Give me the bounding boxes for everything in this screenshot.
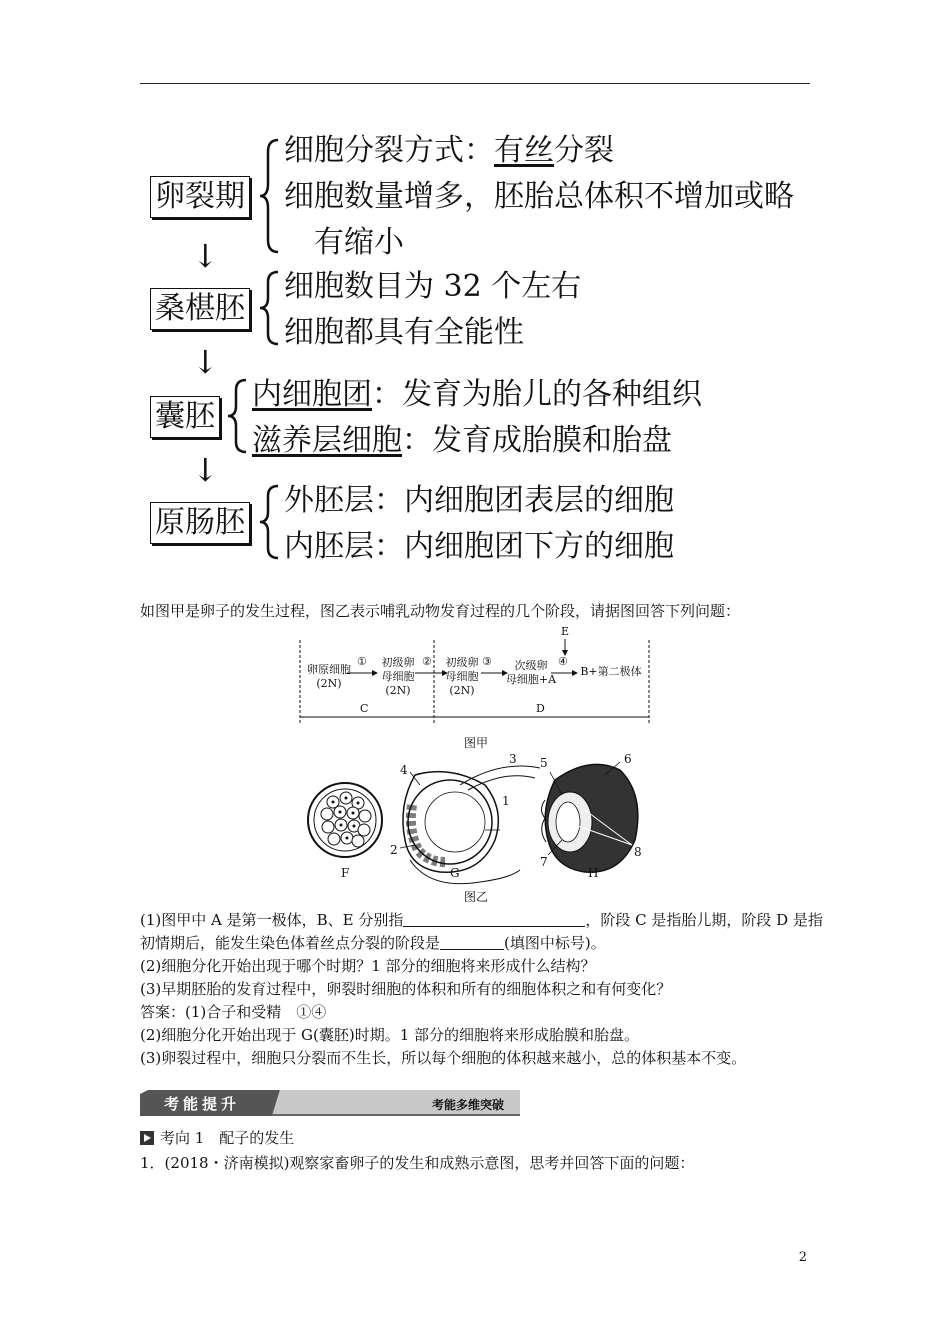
intro-text: 如图甲是卵子的发生过程，图乙表示哺乳动物发育过程的几个阶段，请据图回答下列问题： bbox=[140, 602, 741, 620]
d-label: D bbox=[536, 702, 545, 715]
e-label: E bbox=[561, 625, 570, 638]
stage-box-morula: 桑椹胚 bbox=[150, 288, 250, 330]
outline-line: 细胞分裂方式：有丝分裂 bbox=[284, 133, 614, 168]
answer-3: (3)卵裂过程中，细胞只分裂而不生长，所以每个细胞的体积越来越小，总的体积基本不变。 bbox=[140, 1049, 747, 1067]
section-heading: 考向 1 配子的发生 bbox=[140, 1127, 294, 1149]
label-5: 5 bbox=[540, 756, 548, 770]
stage-box-gastrula: 原肠胚 bbox=[150, 502, 250, 544]
down-arrow-icon: ↓ bbox=[192, 343, 219, 381]
outline-line: 细胞都具有全能性 bbox=[284, 315, 524, 350]
label-1: 1 bbox=[502, 794, 510, 808]
label-4: 4 bbox=[400, 763, 408, 777]
brace-icon bbox=[258, 270, 282, 346]
label-6: 6 bbox=[624, 752, 632, 766]
question-3: (3)早期胚胎的发育过程中，卵裂时细胞的体积和所有的细胞体积之和有何变化？ bbox=[140, 980, 672, 998]
flow-node: 次级卵 母细胞+A bbox=[505, 659, 557, 686]
down-arrow-icon: ↓ bbox=[192, 237, 219, 275]
flow-node: 初级卵 母细胞 (2N) bbox=[445, 656, 479, 697]
label-f: F bbox=[341, 866, 350, 880]
outline-line: 细胞数目为 32 个左右 bbox=[284, 269, 582, 304]
brace-icon bbox=[226, 378, 250, 454]
outline-line: 细胞数量增多，胚胎总体积不增加或略 bbox=[284, 179, 794, 214]
outline-line: 滋养层细胞：发育成胎膜和胎盘 bbox=[252, 423, 672, 458]
outline-line: 内胚层：内细胞团下方的细胞 bbox=[284, 529, 674, 564]
outline-line: 内细胞团：发育为胎儿的各种组织 bbox=[252, 377, 702, 412]
blastocyst-drawing bbox=[400, 766, 540, 884]
label-8: 8 bbox=[634, 845, 642, 859]
flow-node: 初级卵 母细胞 (2N) bbox=[381, 656, 415, 697]
label-h: H bbox=[588, 866, 599, 880]
play-icon bbox=[140, 1131, 154, 1145]
figure-b-caption: 图乙 bbox=[464, 890, 489, 904]
brace-icon bbox=[258, 138, 282, 254]
answer-2: (2)细胞分化开始出现于 G(囊胚)时期。1 部分的细胞将来形成胎膜和胎盘。 bbox=[140, 1026, 640, 1044]
down-arrow-icon: ↓ bbox=[192, 451, 219, 489]
flow-node: B+第二极体 bbox=[580, 665, 642, 678]
header-rule bbox=[140, 83, 810, 84]
step-label: ① bbox=[357, 655, 367, 668]
stage-box-cleavage: 卵裂期 bbox=[150, 176, 250, 218]
problem-1: 1．(2018・济南模拟)观察家畜卵子的发生和成熟示意图，思考并回答下面的问题： bbox=[140, 1154, 695, 1172]
question-1-line-2: 初情期后，能发生染色体着丝点分裂的阶段是 (填图中标号)。 bbox=[140, 934, 606, 952]
outline-line: 有缩小 bbox=[314, 225, 404, 260]
label-2: 2 bbox=[390, 843, 398, 857]
step-label: ③ bbox=[482, 655, 492, 668]
c-label: C bbox=[360, 702, 369, 715]
banner-subtitle: 考能多维突破 bbox=[432, 1098, 505, 1112]
answer-1: 答案：(1)合子和受精 ①④ bbox=[140, 1003, 327, 1021]
step-label: ② bbox=[422, 655, 432, 668]
step-label: ④ bbox=[558, 655, 568, 668]
embryo-drawings bbox=[300, 750, 660, 890]
banner-title: 考能提升 bbox=[164, 1095, 241, 1113]
outline-line: 外胚层：内细胞团表层的细胞 bbox=[284, 483, 674, 518]
section-banner bbox=[140, 1090, 520, 1116]
figure-a-caption: 图甲 bbox=[464, 736, 489, 750]
label-7: 7 bbox=[540, 855, 548, 869]
brace-icon bbox=[258, 484, 282, 560]
gastrula-drawing bbox=[542, 762, 638, 872]
question-2: (2)细胞分化开始出现于哪个时期？1 部分的细胞将来形成什么结构？ bbox=[140, 957, 596, 975]
page-number: 2 bbox=[798, 1250, 807, 1265]
flow-node: 卵原细胞 (2N) bbox=[307, 663, 351, 690]
label-g: G bbox=[450, 866, 460, 880]
stage-box-blastocyst: 囊胚 bbox=[150, 396, 220, 438]
morula-drawing bbox=[308, 783, 382, 857]
question-1-line-1: (1)图甲中 A 是第一极体，B、E 分别指 ，阶段 C 是指胎儿期，阶段 D 是指 bbox=[140, 911, 823, 929]
label-3: 3 bbox=[509, 752, 517, 766]
